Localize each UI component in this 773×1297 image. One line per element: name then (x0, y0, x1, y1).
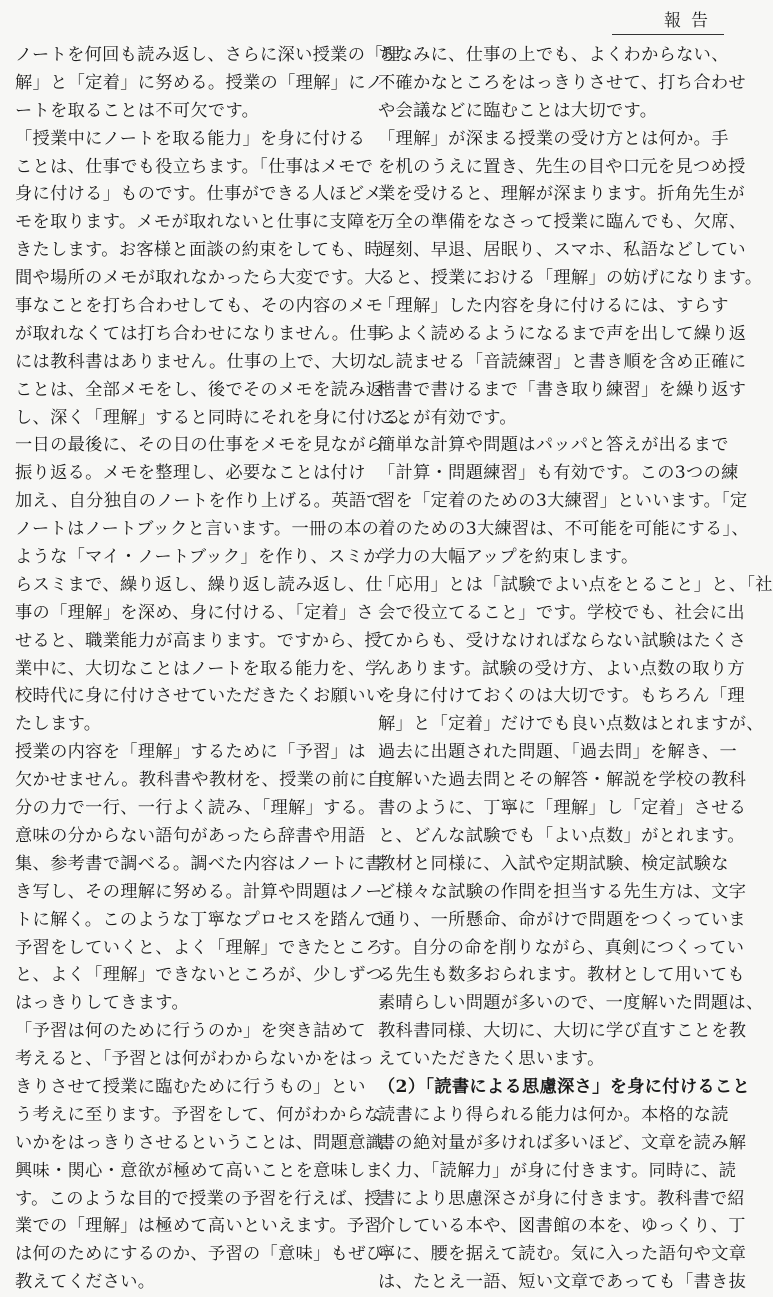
text-line: らスミまで、繰り返し、繰り返し読み返し、仕 (15, 574, 383, 595)
text-line: き写し、その理解に努める。計算や問題はノー (15, 881, 383, 902)
text-line: 分の力で一行、一行よく読み、「理解」する。 (15, 798, 376, 819)
text-line: る先生も数多おられます。教材として用いても (378, 965, 745, 986)
left-column (15, 42, 419, 1297)
right-column (378, 42, 773, 1297)
text-line: 事の「理解」を深め、身に付ける、「定着」さ (15, 602, 375, 623)
text-line: 遅刻、早退、居眠り、スマホ、私語などしてい (378, 240, 746, 261)
text-line: 簡単な計算や問題はパッパと答えが出るまで (378, 435, 729, 456)
text-line: 考えると、「予習とは何がわからないかをはっ (15, 1049, 375, 1070)
text-line: 「授業中にノートを取る能力」を身に付ける (15, 128, 366, 149)
text-line: 読書により得られる能力は何か。本格的な読 (378, 1104, 729, 1125)
text-line: と、よく「理解」できないところが、少しずつ (15, 965, 384, 986)
text-line: んあります。試験の受け方、よい点数の取り方 (378, 658, 745, 679)
text-line: いかをはっきりさせるということは、問題意識、 (15, 1132, 401, 1153)
text-line: 授業の内容を「理解」するために「予習」は (15, 742, 366, 763)
text-line: 教材と同様に、入試や定期試験、検定試験な (378, 853, 729, 874)
text-line: 集、参考書で調べる。調べた内容はノートに書 (15, 853, 383, 874)
text-line: はっきりしてきます。 (15, 993, 189, 1014)
section-label: 報告 (664, 11, 718, 31)
text-line: は何のためにするのか、予習の「意味」もぜひ (15, 1244, 384, 1265)
text-line: 介している本や、図書館の本を、ゆっくり、丁 (378, 1216, 746, 1237)
text-line: ちなみに、仕事の上でも、よくわからない、 (378, 45, 729, 65)
text-line: く力、「読解力」が身に付きます。同時に、読 (378, 1160, 737, 1181)
text-line: ことは、仕事でも役立ちます。「仕事はメモで (15, 156, 374, 177)
text-line: を身に付けておくのは大切です。もちろん「理 (378, 686, 745, 707)
text-line: 教えてください。 (15, 1272, 156, 1293)
text-line: 習を「定着のための3大練習」といいます。「定 (378, 491, 748, 512)
text-line: 意味の分からない語句があったら辞書や用語 (15, 825, 366, 846)
text-line: 着のための3大練習は、不可能を可能にする」、 (378, 519, 749, 540)
text-line: 通り、一所懸命、命がけで問題をつくっていま (378, 909, 746, 930)
text-line: せると、職業能力が高まります。ですから、授 (15, 630, 382, 651)
text-line: ると、授業における「理解」の妨げになります。 (378, 268, 763, 289)
text-line: ートを取ることは不可欠です。 (15, 100, 260, 121)
text-line: 過去に出題された問題、「過去問」を解き、一 (378, 742, 738, 763)
text-line: し読ませる「音読練習」と書き順を含め正確に (378, 351, 747, 372)
text-line: 万全の準備をなさって授業に臨んでも、欠席、 (378, 212, 747, 233)
text-line: 解」と「定着」に努める。授業の「理解」にノ (15, 72, 384, 93)
text-line: 欠かせません。教科書や教材を、授業の前に自 (15, 770, 385, 791)
text-line: 業での「理解」は極めて高いといえます。予習 (15, 1216, 382, 1237)
text-line: が取れなくては打ち合わせになりません。仕事 (15, 323, 385, 344)
text-line: ことが有効です。 (378, 407, 517, 428)
text-line: ことは、全部メモをし、後でそのメモを読み返 (15, 379, 384, 400)
text-line: を机のうえに置き、先生の目や口元を見つめ授 (378, 156, 746, 177)
text-line: す。自分の命を削りながら、真剣につくってい (378, 937, 745, 958)
text-line: う考えに至ります。予習をして、何がわからな (15, 1104, 382, 1125)
text-line: し、深く「理解」すると同時にそれを身に付ける。 (15, 407, 419, 428)
text-line: 「理解」が深まる授業の受け方とは何か。手 (378, 128, 729, 149)
section-header (612, 8, 724, 35)
text-line: には教科書はありません。仕事の上で、大切な (15, 351, 384, 372)
text-line: 業中に、大切なことはノートを取る能力を、学 (15, 658, 383, 679)
text-line: 「応用」とは「試験でよい点をとること」と、「社 (378, 574, 773, 595)
text-line: たします。 (15, 714, 102, 735)
text-line: ど様々な試験の作問を担当する先生方は、文字 (378, 881, 747, 902)
text-line: 予習をしていくと、よく「理解」できたところ (15, 937, 384, 958)
text-line: 教科書同様、大切に、大切に学び直すことを教 (378, 1021, 747, 1042)
text-line: ような「マイ・ノートブック」を作り、スミか (15, 547, 381, 568)
text-line: えていただきたく思います。 (378, 1049, 605, 1070)
text-line: てからも、受けなければならない試験はたくさ (378, 630, 747, 651)
text-line: 会で役立てること」です。学校でも、社会に出 (378, 602, 745, 623)
text-line: 書のように、丁寧に「理解」し「定着」させる (378, 798, 747, 819)
text-line: 学力の大幅アップを約束します。 (378, 547, 639, 568)
text-line: 不確かなところをはっきりさせて、打ち合わせ (378, 72, 746, 93)
text-line: 間や場所のメモが取れなかったら大変です。大 (15, 268, 382, 289)
text-line: 楷書で書けるまで「書き取り練習」を繰り返す (378, 379, 747, 400)
section-heading: （2）「読書による思慮深さ」を身に付けること (378, 1076, 750, 1097)
text-line: 身に付ける」ものです。仕事ができる人ほどメ (15, 184, 382, 205)
text-line: きたします。お客様と面談の約束をしても、時 (15, 240, 382, 261)
text-line: 興味・関心・意欲が極めて高いことを意味しま (15, 1160, 384, 1181)
text-line: きりさせて授業に臨むために行うもの」とい (15, 1076, 366, 1097)
text-line: 寧に、腰を据えて読む。気に入った語句や文章 (378, 1244, 747, 1265)
text-line: 「計算・問題練習」も有効です。この3つの練 (378, 463, 739, 484)
text-line: ノートはノートブックと言います。一冊の本の (15, 519, 380, 540)
text-line: 業を受けると、理解が深まります。折角先生が (378, 184, 745, 205)
text-line: 解」と「定着」だけでも良い点数はとれますが、 (378, 714, 764, 735)
text-line: 加え、自分独自のノートを作り上げる。英語で (15, 491, 384, 512)
text-line: 一日の最後に、その日の仕事をメモを見ながら (15, 435, 384, 456)
text-line: 振り返る。メモを整理し、必要なことは付け (15, 463, 366, 484)
text-line: 書により思慮深さが身に付きます。教科書で紹 (378, 1188, 745, 1209)
text-line: 素晴らしい問題が多いので、一度解いた問題は、 (378, 993, 764, 1014)
text-line: は、たとえ一語、短い文章であっても「書き抜 (378, 1272, 747, 1293)
text-line: 「予習は何のために行うのか」を突き詰めて (15, 1021, 366, 1042)
text-line: ノートを何回も読み返し、さらに深い授業の「理 (15, 45, 401, 65)
text-line: 書の絶対量が多ければ多いほど、文章を読み解 (378, 1132, 747, 1153)
text-line: 事なことを打ち合わせしても、その内容のメモ (15, 296, 384, 317)
text-line: トに解く。このような丁寧なプロセスを踏んで (15, 909, 383, 930)
text-line: 校時代に身に付けさせていただきたくお願いい (15, 686, 384, 707)
text-line: らよく読めるようになるまで声を出して繰り返 (378, 323, 747, 344)
text-line: 「理解」した内容を身に付けるには、すらす (378, 296, 729, 317)
text-line: す。このような目的で授業の予習を行えば、授 (15, 1188, 382, 1209)
text-line: モを取ります。メモが取れないと仕事に支障を (15, 212, 382, 233)
text-line: や会議などに臨むことは大切です。 (378, 100, 658, 121)
text-line: 度解いた過去問とその解答・解説を学校の教科 (378, 770, 747, 791)
text-line: と、どんな試験でも「よい点数」がとれます。 (378, 825, 745, 846)
